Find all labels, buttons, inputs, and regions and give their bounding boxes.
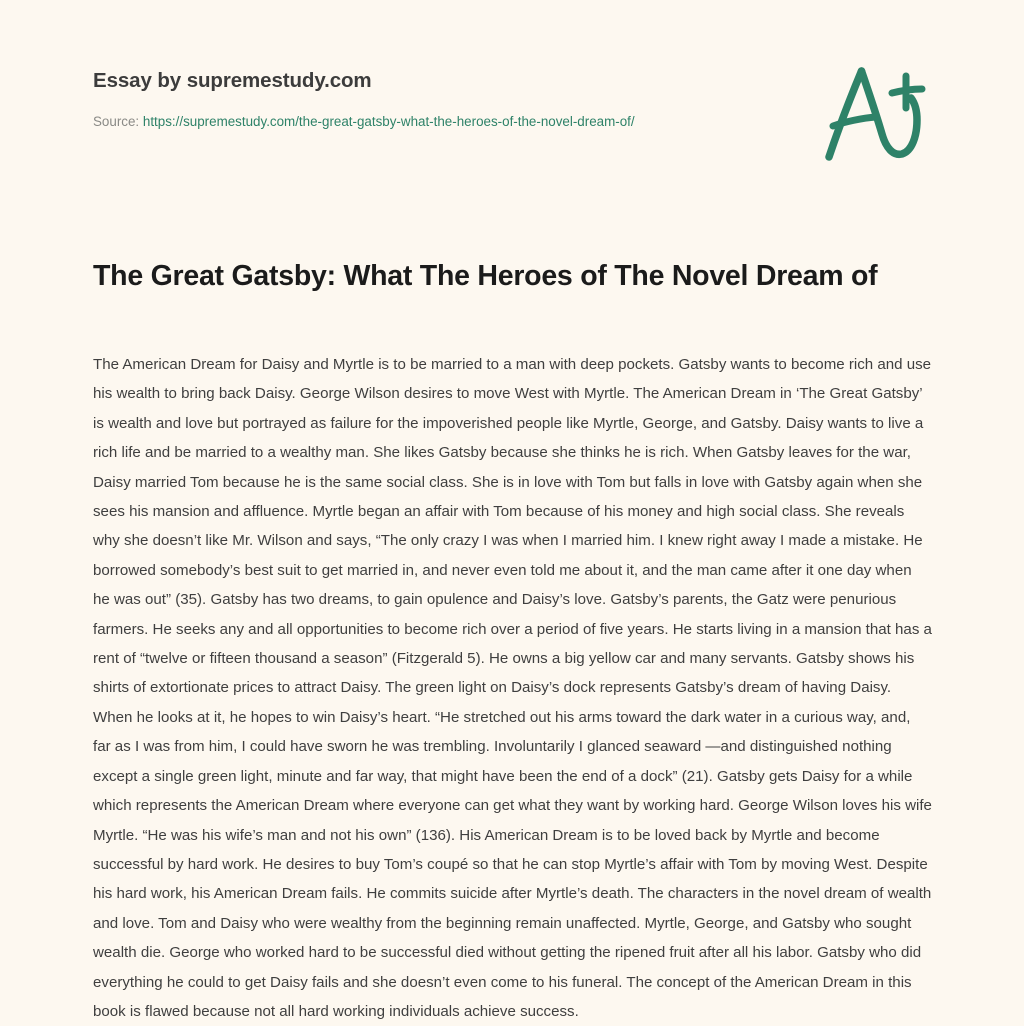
- essay-attribution: Essay by supremestudy.com: [93, 69, 372, 92]
- page-title: The Great Gatsby: What The Heroes of The Novel Dream of: [93, 260, 878, 292]
- source-url-link[interactable]: https://supremestudy.com/the-great-gatsby-what-the-heroes-of-the-novel-dream-of/: [142, 114, 635, 129]
- source-label: Source:: [93, 114, 140, 129]
- source-line: [93, 113, 933, 131]
- document-body: [93, 350, 932, 1026]
- body-paragraph: The American Dream for Daisy and Myrtle is to be married to a man with deep pockets. Gatsby wants to become rich and use his wealth to bring back Daisy. George Wilson desires to move West with Myrtle. The American Dream in ‘The Great Gatsby’ is wealth and love but portrayed as failure for the impoverished people like Myrtle, George, and Gatsby. Daisy wants to live a rich life and be married to a wealthy man. She likes Gatsby because she thinks he is rich. When Gatsby leaves for the war, Daisy married Tom because he is the same social class. She is in love with Tom but falls in love with Gatsby again when she sees his mansion and affluence. Myrtle began an affair with Tom because of his money and high social class. She reveals why she doesn’t like Mr. Wilson and says, “The only crazy I was when I married him. I knew right away I made a mistake. He borrowed somebody’s best suit to get married in, and never even told me about it, and the man came after it one day when he was out” (35). Gatsby has two dreams, to gain opulence and Daisy’s love. Gatsby’s parents, the Gatz were penurious farmers. He seeks any and all opportunities to become rich over a period of five years. He starts living in a mansion that has a rent of “twelve or fifteen thousand a season” (Fitzgerald 5). He owns a big yellow car and many servants. Gatsby shows his shirts of extortionate prices to attract Daisy. The green light on Daisy’s dock represents Gatsby’s dream of having Daisy. When he looks at it, he hopes to win Daisy’s heart. “He stretched out his arms toward the dark water in a curious way, and, far as I was from him, I could have sworn he was trembling. Involuntarily I glanced seaward —and distinguished nothing except a single green light, minute and far way, that might have been the end of a dock” (21). Gatsby gets Daisy for a while which represents the American Dream where everyone can get what they want by working hard. George Wilson loves his wife Myrtle. “He was his wife’s man and not his own” (136). His American Dream is to be loved back by Myrtle and become successful by hard work. He desires to buy Tom’s coupé so that he can stop Myrtle’s affair with Tom by moving West. Despite his hard work, his American Dream fails. He commits suicide after Myrtle’s death. The characters in the novel dream of wealth and love. Tom and Daisy who were wealthy from the beginning remain unaffected. Myrtle, George, and Gatsby who sought wealth die. George who worked hard to be successful died without getting the ripened fruit after all his labor. Gatsby who did everything he could to get Daisy fails and she doesn’t even come to his funeral. The concept of the American Dream in this book is flawed because not all hard working individuals achieve success.: [93, 356, 932, 1020]
- document-header: [93, 68, 933, 178]
- a-plus-logo-icon: [814, 62, 932, 166]
